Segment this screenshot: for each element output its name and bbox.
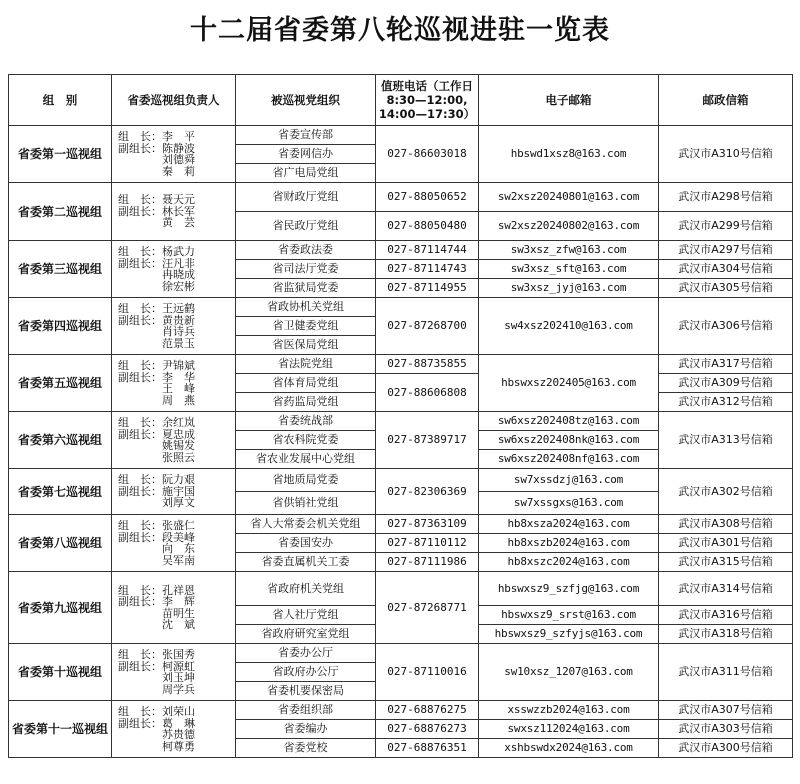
email-address: xsswzzb2024@163.com xyxy=(479,701,659,720)
leader-line: 组 长：张盛仁 xyxy=(118,519,195,532)
leader-line: 副组长：段美峰 xyxy=(118,530,195,544)
leader-line: 组 长：孔祥恩 xyxy=(118,583,195,597)
email-address: xshbswdx2024@163.com xyxy=(479,739,659,758)
leader-line: 沈 斌 xyxy=(118,618,195,631)
leader-line: 范景玉 xyxy=(118,336,195,350)
mailbox: 武汉市A310号信箱 xyxy=(659,126,793,183)
group-leaders xyxy=(112,469,236,515)
leader-line: 组 长：尹锦斌 xyxy=(118,359,195,372)
email-address: sw7xssgxs@163.com xyxy=(479,492,659,515)
group-name: 省委第六巡视组 xyxy=(9,412,112,469)
mailbox: 武汉市A299号信箱 xyxy=(659,212,793,241)
email-address: sw10xsz_1207@163.com xyxy=(479,644,659,701)
leader-line: 刘德舜 xyxy=(118,153,195,166)
group-leaders xyxy=(112,572,236,644)
email-address: hb8xszb2024@163.com xyxy=(479,534,659,553)
leader-line: 组 长：张国秀 xyxy=(118,648,195,661)
phone-number: 027-68876273 xyxy=(376,720,479,739)
phone-number: 027-88735855 xyxy=(376,355,479,374)
org-name: 省法院党组 xyxy=(236,355,376,374)
org-name: 省农业发展中心党组 xyxy=(236,450,376,469)
email-address: sw2xsz20240801@163.com xyxy=(479,183,659,212)
group-leaders xyxy=(112,412,236,469)
group-name: 省委第一巡视组 xyxy=(9,126,112,183)
leader-line: 副组长：汪凡非 xyxy=(118,256,195,270)
leader-line: 副组长：施宇国 xyxy=(118,484,195,498)
leader-line: 副组长：李 华 xyxy=(118,370,195,384)
leader-line: 苗明生 xyxy=(118,606,195,620)
table-row xyxy=(9,126,793,145)
email-address: sw3xsz_jyj@163.com xyxy=(479,279,659,298)
org-name: 省司法厅党委 xyxy=(236,260,376,279)
group-leaders xyxy=(112,515,236,572)
leader-line: 肖诗兵 xyxy=(118,325,195,338)
org-name: 省卫健委党组 xyxy=(236,317,376,336)
group-leaders xyxy=(112,644,236,701)
leader-line: 组 长：刘荣山 xyxy=(118,705,195,718)
phone-number: 027-87114743 xyxy=(376,260,479,279)
org-name: 省地质局党委 xyxy=(236,469,376,492)
phone-number: 027-88050480 xyxy=(376,212,479,241)
mailbox: 武汉市A313号信箱 xyxy=(659,412,793,469)
header-row xyxy=(9,75,793,126)
table-body xyxy=(9,126,793,758)
org-name: 省财政厅党组 xyxy=(236,183,376,212)
org-name: 省政协机关党组 xyxy=(236,298,376,317)
email-address: sw6xsz202408nk@163.com xyxy=(479,431,659,450)
leader-line: 副组长：李 辉 xyxy=(118,595,195,608)
org-name: 省民政厅党组 xyxy=(236,212,376,241)
table-row xyxy=(9,355,793,374)
mailbox: 武汉市A302号信箱 xyxy=(659,469,793,515)
org-name: 省政府研究室党组 xyxy=(236,625,376,644)
leader-line: 冉晓成 xyxy=(118,268,195,281)
mailbox: 武汉市A300号信箱 xyxy=(659,739,793,758)
group-name: 省委第七巡视组 xyxy=(9,469,112,515)
email-address: hb8xsza2024@163.com xyxy=(479,515,659,534)
email-address: sw6xsz202408nf@163.com xyxy=(479,450,659,469)
mailbox: 武汉市A318号信箱 xyxy=(659,625,793,644)
mailbox: 武汉市A309号信箱 xyxy=(659,374,793,393)
header-group: 组 别 xyxy=(9,75,112,126)
table-row xyxy=(9,241,793,260)
leader-line: 组 长：阮力艰 xyxy=(118,473,195,487)
table-row xyxy=(9,183,793,212)
mailbox: 武汉市A308号信箱 xyxy=(659,515,793,534)
email-address: sw7xssdzj@163.com xyxy=(479,469,659,492)
phone-number: 027-87114955 xyxy=(376,279,479,298)
email-address: hbswxsz202405@163.com xyxy=(479,355,659,412)
group-name: 省委第十一巡视组 xyxy=(9,701,112,758)
phone-number: 027-87110016 xyxy=(376,644,479,701)
group-leaders xyxy=(112,183,236,241)
leader-line: 刘厚文 xyxy=(118,496,195,510)
org-name: 省委国安办 xyxy=(236,534,376,553)
org-name: 省委直属机关工委 xyxy=(236,553,376,572)
mailbox: 武汉市A305号信箱 xyxy=(659,279,793,298)
org-name: 省委宣传部 xyxy=(236,126,376,145)
phone-number: 027-87110112 xyxy=(376,534,479,553)
leader-line: 周 燕 xyxy=(118,393,195,407)
mailbox: 武汉市A301号信箱 xyxy=(659,534,793,553)
group-leaders xyxy=(112,355,236,412)
group-name: 省委第五巡视组 xyxy=(9,355,112,412)
org-name: 省农科院党委 xyxy=(236,431,376,450)
phone-number: 027-87114744 xyxy=(376,241,479,260)
email-address: hbswxsz9_srst@163.com xyxy=(479,606,659,625)
table-row xyxy=(9,515,793,534)
phone-number: 027-86603018 xyxy=(376,126,479,183)
group-name: 省委第十巡视组 xyxy=(9,644,112,701)
leader-line: 副组长：黄贵新 xyxy=(118,313,195,327)
page-title: 十二届省委第八轮巡视进驻一览表 xyxy=(190,15,610,46)
phone-number: 027-87111986 xyxy=(376,553,479,572)
table-row xyxy=(9,412,793,431)
org-name: 省政府机关党组 xyxy=(236,572,376,606)
leader-line: 组 长：李 平 xyxy=(118,130,195,143)
org-name: 省监狱局党委 xyxy=(236,279,376,298)
header-phone-sub1: 8:30—12:00, xyxy=(386,93,468,107)
email-address: hbswxsz9_szfjg@163.com xyxy=(479,572,659,606)
org-name: 省药监局党组 xyxy=(236,393,376,412)
phone-number: 027-68876275 xyxy=(376,701,479,720)
org-name: 省委机要保密局 xyxy=(236,682,376,701)
leader-line: 徐宏彬 xyxy=(118,279,195,293)
inspection-table xyxy=(8,74,793,758)
leader-line: 组 长：王远鹤 xyxy=(118,302,195,315)
email-address: hb8xszc2024@163.com xyxy=(479,553,659,572)
group-name: 省委第三巡视组 xyxy=(9,241,112,298)
leader-line: 副组长：林长军 xyxy=(118,204,195,218)
phone-number: 027-87268771 xyxy=(376,572,479,644)
table-row xyxy=(9,298,793,317)
org-name: 省人社厅党组 xyxy=(236,606,376,625)
header-email: 电子邮箱 xyxy=(479,75,659,126)
email-address: sw6xsz202408tz@163.com xyxy=(479,412,659,431)
leader-line: 柯尊勇 xyxy=(118,739,195,753)
leader-line: 刘玉坤 xyxy=(118,671,195,684)
phone-number: 027-87268700 xyxy=(376,298,479,355)
group-name: 省委第八巡视组 xyxy=(9,515,112,572)
email-address: sw2xsz20240802@163.com xyxy=(479,212,659,241)
phone-number: 027-88050652 xyxy=(376,183,479,212)
org-name: 省委统战部 xyxy=(236,412,376,431)
mailbox: 武汉市A315号信箱 xyxy=(659,553,793,572)
org-name: 省委办公厅 xyxy=(236,644,376,663)
group-leaders xyxy=(112,298,236,355)
group-leaders xyxy=(112,701,236,758)
email-address: sw3xsz_zfw@163.com xyxy=(479,241,659,260)
leader-line: 周学兵 xyxy=(118,682,195,696)
leader-line: 吴军南 xyxy=(118,553,195,567)
group-name: 省委第二巡视组 xyxy=(9,183,112,241)
group-leaders xyxy=(112,241,236,298)
mailbox: 武汉市A304号信箱 xyxy=(659,260,793,279)
leader-line: 副组长：葛 琳 xyxy=(118,716,195,730)
email-address: sw3xsz_sft@163.com xyxy=(479,260,659,279)
mailbox: 武汉市A316号信箱 xyxy=(659,606,793,625)
org-name: 省体育局党组 xyxy=(236,374,376,393)
org-name: 省委网信办 xyxy=(236,145,376,164)
mailbox: 武汉市A311号信箱 xyxy=(659,644,793,701)
mailbox: 武汉市A297号信箱 xyxy=(659,241,793,260)
header-leader: 省委巡视组负责人 xyxy=(112,75,236,126)
org-name: 省委党校 xyxy=(236,739,376,758)
leader-line: 张照云 xyxy=(118,450,195,464)
table-row xyxy=(9,701,793,720)
org-name: 省委组织部 xyxy=(236,701,376,720)
phone-number: 027-87389717 xyxy=(376,412,479,469)
table-row xyxy=(9,644,793,663)
org-name: 省委政法委 xyxy=(236,241,376,260)
email-address: hbswxsz9_szfyjs@163.com xyxy=(479,625,659,644)
leader-line: 向 东 xyxy=(118,542,195,555)
mailbox: 武汉市A314号信箱 xyxy=(659,572,793,606)
phone-number: 027-87363109 xyxy=(376,515,479,534)
group-name: 省委第九巡视组 xyxy=(9,572,112,644)
email-address: hbswd1xsz8@163.com xyxy=(479,126,659,183)
mailbox: 武汉市A303号信箱 xyxy=(659,720,793,739)
leader-line: 姚锡发 xyxy=(118,439,195,452)
org-name: 省广电局党组 xyxy=(236,164,376,183)
header-org: 被巡视党组织 xyxy=(236,75,376,126)
header-phone-title: 值班电话（工作日 xyxy=(381,79,473,93)
header-mail: 邮政信箱 xyxy=(659,75,793,126)
mailbox: 武汉市A307号信箱 xyxy=(659,701,793,720)
leader-line: 苏贵德 xyxy=(118,728,195,741)
phone-number: 027-68876351 xyxy=(376,739,479,758)
mailbox: 武汉市A306号信箱 xyxy=(659,298,793,355)
mailbox: 武汉市A312号信箱 xyxy=(659,393,793,412)
mailbox: 武汉市A298号信箱 xyxy=(659,183,793,212)
phone-number: 027-82306369 xyxy=(376,469,479,515)
email-address: swxsz112024@163.com xyxy=(479,720,659,739)
group-name: 省委第四巡视组 xyxy=(9,298,112,355)
mailbox: 武汉市A317号信箱 xyxy=(659,355,793,374)
leader-line: 组 长：聂天元 xyxy=(118,193,195,207)
leader-line: 副组长：柯源虹 xyxy=(118,659,195,673)
leader-line: 副组长：夏忠成 xyxy=(118,427,195,441)
leader-line: 副组长：陈静波 xyxy=(118,141,195,155)
table-row xyxy=(9,469,793,492)
leader-line: 组 长：杨武力 xyxy=(118,245,195,258)
phone-number: 027-88606808 xyxy=(376,374,479,412)
leader-line: 秦 莉 xyxy=(118,164,195,178)
header-phone-sub2: 14:00—17:30） xyxy=(378,107,476,121)
org-name: 省政府办公厅 xyxy=(236,663,376,682)
group-leaders xyxy=(112,126,236,183)
table-row xyxy=(9,572,793,606)
leader-line: 黄 芸 xyxy=(118,216,195,230)
header-phone xyxy=(376,75,479,126)
org-name: 省委编办 xyxy=(236,720,376,739)
leader-line: 组 长：余红岚 xyxy=(118,416,195,429)
org-name: 省供销社党组 xyxy=(236,492,376,515)
leader-line: 王 峰 xyxy=(118,382,195,395)
org-name: 省人大常委会机关党组 xyxy=(236,515,376,534)
org-name: 省医保局党组 xyxy=(236,336,376,355)
email-address: sw4xsz202410@163.com xyxy=(479,298,659,355)
